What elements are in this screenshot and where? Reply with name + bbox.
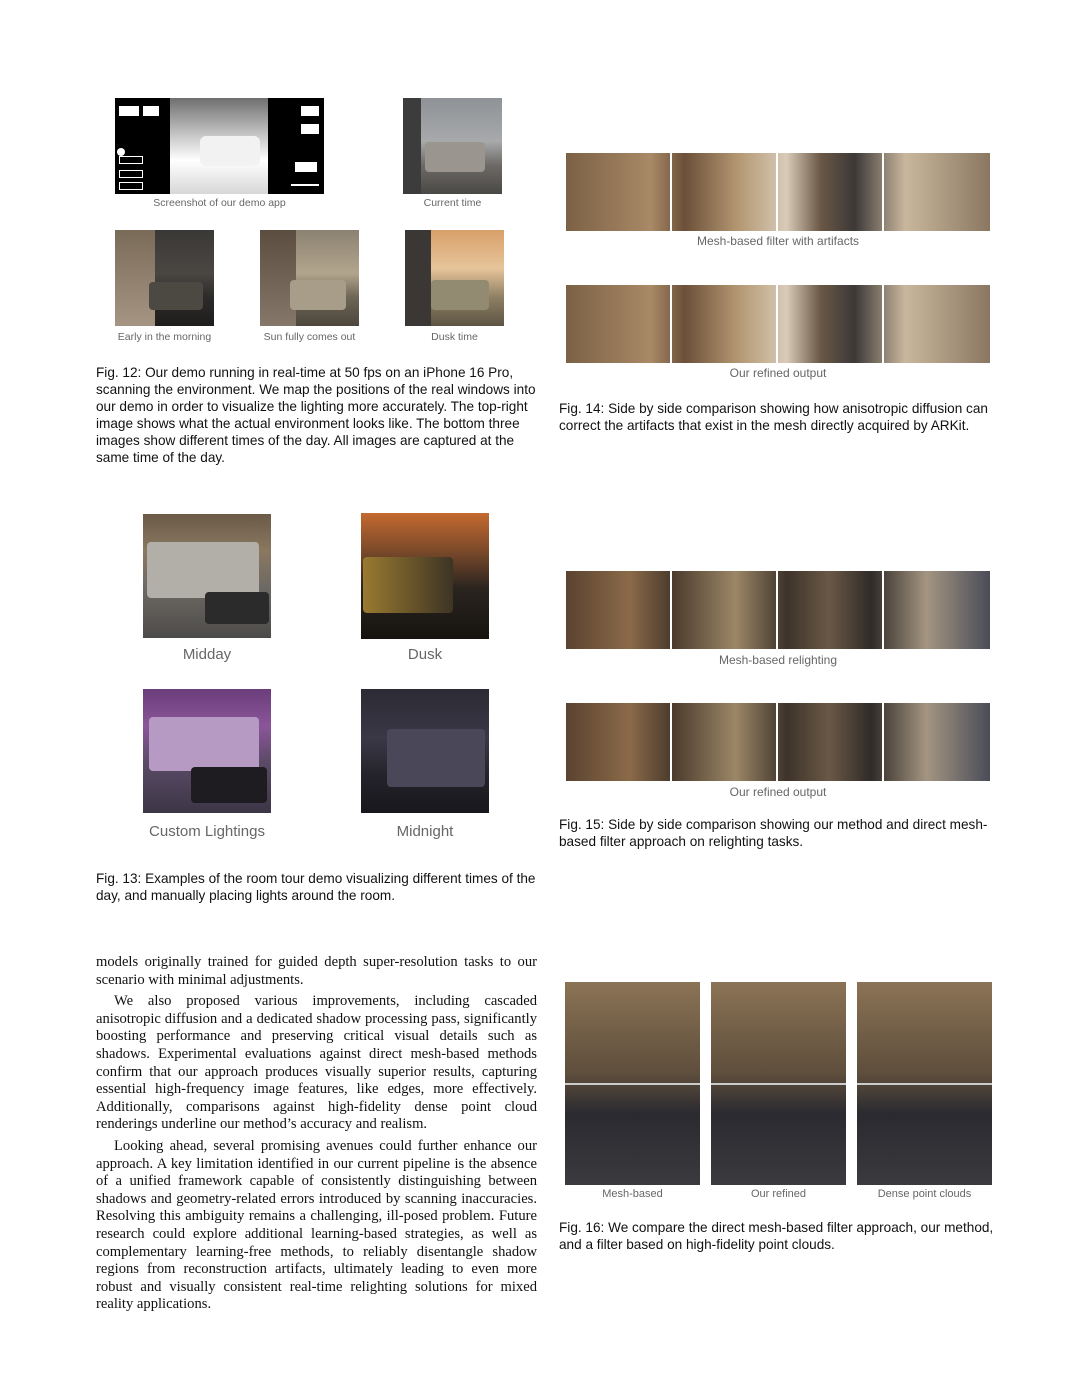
body-paragraph-2: We also proposed various improvements, including cascaded anisotropic diffusion and a dedicated shadow processing pass, significantly boosting performance and preserving critical visual details such as shadows. Experimental evaluations against direct mesh-based methods confirm that our approach produces visually superior results, capturing essential high-frequency image features, like edges, more effectively. Additionally, comparisons against high-fidelity dense point cloud renderings underline our method’s accuracy and realism. (96, 993, 537, 1133)
photo-midday (143, 514, 271, 638)
strip-mesh-filter (566, 153, 990, 231)
strip-refined-14 (566, 285, 990, 363)
strip-refined-15 (566, 703, 990, 781)
body-paragraph-1: models originally trained for guided depth super-resolution tasks to our scenario with minimal adjustments. (96, 954, 537, 988)
photo-early-morning (115, 230, 214, 326)
label-demo-app: Screenshot of our demo app (153, 197, 286, 209)
label-dense-point-clouds: Dense point clouds (877, 1188, 972, 1200)
label-midday: Midday (182, 646, 232, 663)
photo-mesh-based (565, 982, 700, 1185)
label-dusk: Dusk (407, 646, 443, 663)
label-refined-14: Our refined output (729, 366, 827, 380)
photo-sun-out (260, 230, 359, 326)
photo-current-time (403, 98, 502, 194)
fig15-caption: Fig. 15: Side by side comparison showing our method and direct mesh-based filter approach on relighting tasks. (559, 817, 988, 849)
label-mesh-filter: Mesh-based filter with artifacts (696, 234, 860, 248)
label-current-time: Current time (423, 197, 482, 209)
photo-dusk-time (405, 230, 504, 326)
label-midnight: Midnight (396, 823, 454, 840)
photo-our-refined (711, 982, 846, 1185)
label-dusk-time: Dusk time (431, 331, 478, 343)
photo-dusk (361, 513, 489, 639)
label-mesh-relight: Mesh-based relighting (718, 653, 838, 667)
demo-app-screenshot (115, 98, 324, 194)
strip-mesh-relight (566, 571, 990, 649)
label-refined-15: Our refined output (729, 785, 827, 799)
label-early-morning: Early in the morning (117, 331, 212, 343)
photo-dense-point-clouds (857, 982, 992, 1185)
fig12-caption: Fig. 12: Our demo running in real-time at 50 fps on an iPhone 16 Pro, scanning the environment. We map the positions of the real windows into our demo in order to visualize the lighting more accurately. The top-right image shows what the actual environment looks like. The bottom three images show different times of the day. All images are captured at the same time of the day. (96, 365, 536, 465)
photo-midnight (361, 689, 489, 813)
label-custom-lightings: Custom Lightings (149, 823, 265, 840)
body-text (96, 954, 537, 1318)
fig16-caption: Fig. 16: We compare the direct mesh-based filter approach, our method, and a filter based on high-fidelity point clouds. (559, 1220, 994, 1252)
fig14-caption: Fig. 14: Side by side comparison showing how anisotropic diffusion can correct the artifacts that exist in the mesh directly acquired by ARKit. (559, 401, 988, 433)
label-sun-out: Sun fully comes out (263, 331, 356, 343)
label-mesh-based: Mesh-based (602, 1188, 663, 1200)
fig13-caption: Fig. 13: Examples of the room tour demo visualizing different times of the day, and manually placing lights around the room. (96, 871, 536, 903)
label-our-refined: Our refined (750, 1188, 807, 1200)
body-paragraph-3: Looking ahead, several promising avenues could further enhance our approach. A key limitation identified in our current pipeline is the absence of a unified framework capable of consistently distinguishing between shadows and geometry-related errors introduced by scanning inaccuracies. Resolving this ambiguity remains a challenging, ill-posed problem. Future research could explore additional learning-based strategies, as well as complementary learning-free methods, to reliably disentangle shadow regions from reconstruction artifacts, ultimately leading to even more robust and visually consistent real-time relighting solutions for mixed reality applications. (96, 1137, 537, 1313)
photo-custom-lightings (143, 689, 271, 813)
